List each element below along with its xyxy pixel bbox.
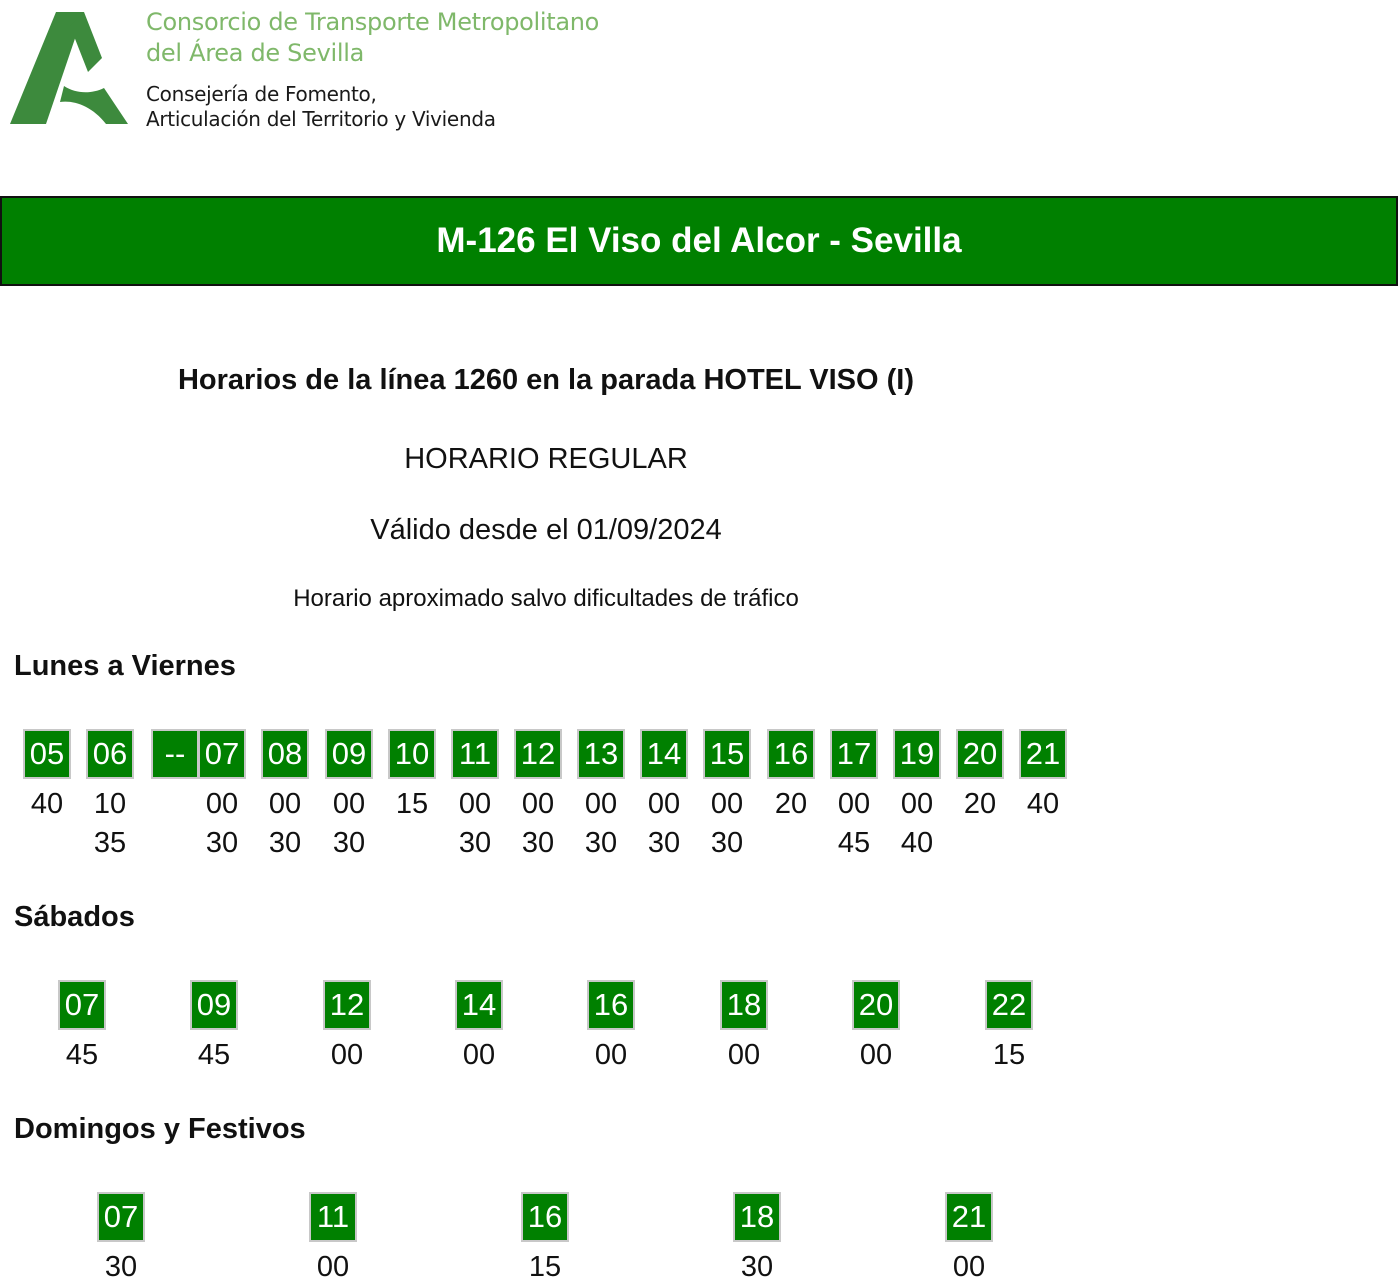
hour-box: 12 <box>514 729 562 779</box>
minute-value: 45 <box>837 827 871 859</box>
minutes-list <box>733 1248 781 1287</box>
hour-column <box>86 729 134 863</box>
hour-box: 16 <box>767 729 815 779</box>
minute-value: 20 <box>963 788 997 820</box>
minute-value: 45 <box>65 1039 99 1071</box>
minute-value: 30 <box>647 827 681 859</box>
hour-column <box>323 980 371 1075</box>
valid-from-date: Válido desde el 01/09/2024 <box>370 514 722 546</box>
hour-box: 07 <box>97 1192 145 1242</box>
section-title-weekdays: Lunes a Viernes <box>14 650 236 682</box>
schedule-regime: HORARIO REGULAR <box>404 443 688 475</box>
minute-value: 15 <box>992 1039 1026 1071</box>
minutes-list <box>577 785 625 863</box>
minute-value: 00 <box>521 788 555 820</box>
traffic-note: Horario aproximado salvo dificultades de tráfico <box>293 585 799 612</box>
hour-box: 08 <box>261 729 309 779</box>
minute-value: 30 <box>458 827 492 859</box>
minute-value: 30 <box>710 827 744 859</box>
minutes-list <box>956 785 1004 824</box>
hour-column <box>190 980 238 1075</box>
route-title: M-126 El Viso del Alcor - Sevilla <box>436 221 962 260</box>
minute-value: 15 <box>528 1251 562 1283</box>
hour-box: 07 <box>58 980 106 1030</box>
hour-column <box>325 729 373 863</box>
minutes-list <box>23 785 71 824</box>
minutes-list <box>325 785 373 863</box>
minutes-list <box>893 785 941 863</box>
minute-value: 45 <box>197 1039 231 1071</box>
hour-box: 17 <box>830 729 878 779</box>
hour-box: 14 <box>455 980 503 1030</box>
section-title-saturdays: Sábados <box>14 901 135 933</box>
hour-column <box>514 729 562 863</box>
hour-column <box>309 1192 357 1287</box>
hour-box: 14 <box>640 729 688 779</box>
hour-box: -- <box>151 729 199 779</box>
hour-box: 18 <box>720 980 768 1030</box>
hour-box: 07 <box>198 729 246 779</box>
hour-column <box>733 1192 781 1287</box>
minute-value: 00 <box>837 788 871 820</box>
hour-column <box>577 729 625 863</box>
hour-column <box>587 980 635 1075</box>
hour-box: 18 <box>733 1192 781 1242</box>
org-name-line1: Consorcio de Transporte Metropolitano <box>146 8 600 36</box>
minute-value: 00 <box>710 788 744 820</box>
hour-column <box>985 980 1033 1075</box>
hour-column <box>97 1192 145 1287</box>
hour-column <box>830 729 878 863</box>
minutes-list <box>514 785 562 863</box>
minutes-list <box>86 785 134 863</box>
minutes-list <box>945 1248 993 1287</box>
minute-value: 00 <box>952 1251 986 1283</box>
minutes-list <box>97 1248 145 1287</box>
minute-value: 30 <box>740 1251 774 1283</box>
hour-column <box>151 729 199 785</box>
minute-value: 40 <box>30 788 64 820</box>
minutes-list <box>451 785 499 863</box>
minute-value: 00 <box>647 788 681 820</box>
minutes-list <box>1019 785 1067 824</box>
minute-value: 00 <box>859 1039 893 1071</box>
hour-column <box>852 980 900 1075</box>
minutes-list <box>830 785 878 863</box>
hour-box: 21 <box>945 1192 993 1242</box>
hour-box: 12 <box>323 980 371 1030</box>
hour-box: 22 <box>985 980 1033 1030</box>
minute-value: 20 <box>774 788 808 820</box>
minutes-list <box>640 785 688 863</box>
minute-value: 00 <box>268 788 302 820</box>
minutes-list <box>58 1036 106 1075</box>
hour-box: 16 <box>587 980 635 1030</box>
minutes-list <box>720 1036 768 1075</box>
hour-box: 11 <box>451 729 499 779</box>
minutes-list <box>587 1036 635 1075</box>
hour-column <box>521 1192 569 1287</box>
minutes-list <box>703 785 751 863</box>
minute-value: 00 <box>332 788 366 820</box>
hour-column <box>261 729 309 863</box>
hour-box: 05 <box>23 729 71 779</box>
minutes-list <box>309 1248 357 1287</box>
hour-box: 13 <box>577 729 625 779</box>
minute-value: 00 <box>584 788 618 820</box>
minutes-list <box>388 785 436 824</box>
minute-value: 00 <box>594 1039 628 1071</box>
line-stop-title: Horarios de la línea 1260 en la parada HOTEL VISO (I) <box>177 364 914 396</box>
minutes-list <box>852 1036 900 1075</box>
hour-column <box>451 729 499 863</box>
hour-column <box>198 729 246 863</box>
minute-value: 00 <box>462 1039 496 1071</box>
hour-column <box>640 729 688 863</box>
minutes-list <box>198 785 246 863</box>
minute-value: 30 <box>521 827 555 859</box>
hour-column <box>23 729 71 824</box>
hour-box: 06 <box>86 729 134 779</box>
minute-value: 35 <box>93 827 127 859</box>
hour-box: 15 <box>703 729 751 779</box>
minutes-list <box>323 1036 371 1075</box>
hour-column <box>945 1192 993 1287</box>
hour-box: 19 <box>893 729 941 779</box>
minutes-list <box>261 785 309 863</box>
minute-value: 40 <box>1026 788 1060 820</box>
minutes-list <box>521 1248 569 1287</box>
hour-box: 20 <box>956 729 1004 779</box>
route-banner <box>0 196 1398 286</box>
org-name-line2: del Área de Sevilla <box>146 39 364 67</box>
hour-box: 21 <box>1019 729 1067 779</box>
minute-value: 30 <box>104 1251 138 1283</box>
minute-value: 00 <box>316 1251 350 1283</box>
minute-value: 00 <box>458 788 492 820</box>
hour-column <box>58 980 106 1075</box>
minutes-list <box>455 1036 503 1075</box>
dept-name-line2: Articulación del Territorio y Vivienda <box>146 107 496 131</box>
minutes-list <box>767 785 815 824</box>
hour-column <box>720 980 768 1075</box>
minute-value: 00 <box>330 1039 364 1071</box>
hour-box: 10 <box>388 729 436 779</box>
minute-value: 10 <box>93 788 127 820</box>
hour-box: 09 <box>190 980 238 1030</box>
minute-value: 40 <box>900 827 934 859</box>
hour-box: 16 <box>521 1192 569 1242</box>
minutes-list <box>985 1036 1033 1075</box>
minute-value: 30 <box>332 827 366 859</box>
minute-value: 15 <box>395 788 429 820</box>
junta-andalucia-logo-icon <box>10 10 134 128</box>
hour-column <box>455 980 503 1075</box>
minute-value: 00 <box>205 788 239 820</box>
minute-value: 30 <box>584 827 618 859</box>
hour-column <box>703 729 751 863</box>
hour-column <box>767 729 815 824</box>
minute-value: 30 <box>268 827 302 859</box>
hour-box: 20 <box>852 980 900 1030</box>
hour-column <box>1019 729 1067 824</box>
dept-name-line1: Consejería de Fomento, <box>146 82 377 106</box>
hour-column <box>893 729 941 863</box>
hour-column <box>956 729 1004 824</box>
hour-box: 11 <box>309 1192 357 1242</box>
minute-value: 00 <box>727 1039 761 1071</box>
hour-column <box>388 729 436 824</box>
minute-value: 30 <box>205 827 239 859</box>
hour-box: 09 <box>325 729 373 779</box>
minutes-list <box>190 1036 238 1075</box>
section-title-sundays-holidays: Domingos y Festivos <box>14 1113 306 1145</box>
minute-value: 00 <box>900 788 934 820</box>
